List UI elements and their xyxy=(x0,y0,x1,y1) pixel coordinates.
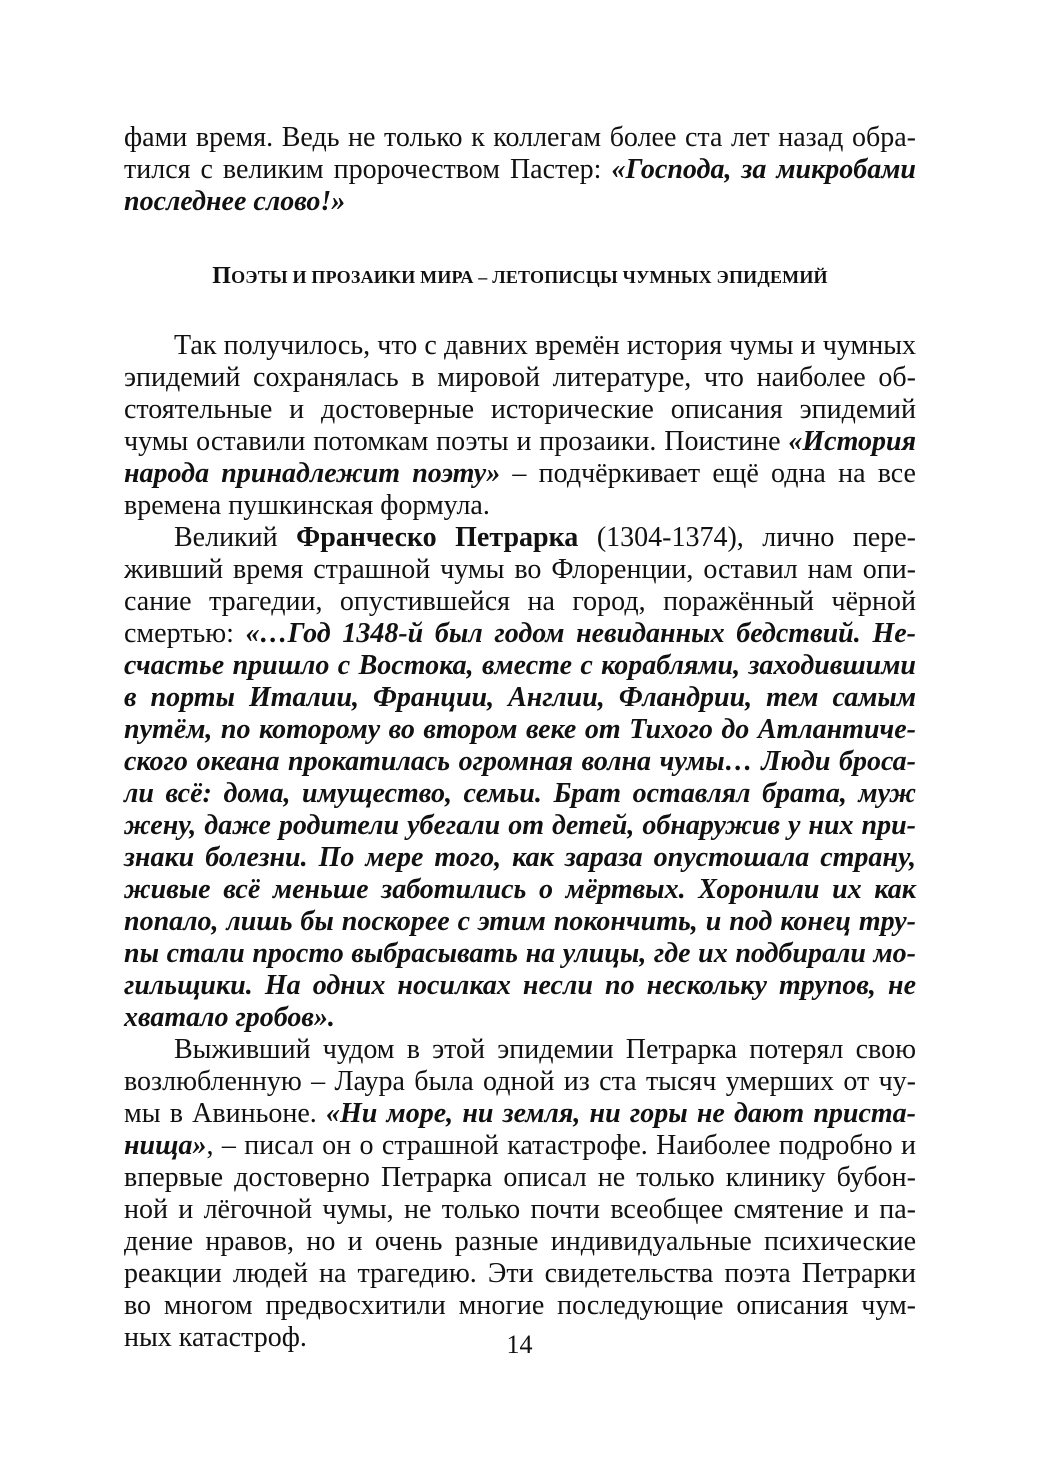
text-run: (1304-1374), лично пере- xyxy=(578,522,916,553)
text-run: тился с великим пророчеством Пастер: xyxy=(124,154,612,185)
section-heading xyxy=(124,260,916,292)
petrarch-quote: нища» xyxy=(124,1130,207,1161)
text-line xyxy=(124,154,916,186)
paragraph-3 xyxy=(124,1034,916,1354)
text-run: , – писал он о страшной катастрофе. Наиболее подробно и xyxy=(206,1130,916,1161)
text-line: времена пушкинская формула. xyxy=(124,490,490,521)
text-line: ной и лёгочной чумы, не только почти всеобщее смятение и па- xyxy=(124,1194,916,1225)
text-line: фами время. Ведь не только к коллегам более ста лет назад обра- xyxy=(124,122,916,153)
text-line xyxy=(124,522,916,554)
petrarch-quote-line: гильщики. На одних носилках несли по нескольку трупов, не xyxy=(124,970,916,1001)
text-line: впервые достоверно Петрарка описал не только клинику бубон- xyxy=(124,1162,916,1193)
petrarch-quote-line: в порты Италии, Франции, Англии, Фландрии, тем самым xyxy=(124,682,916,713)
intro-paragraph xyxy=(124,122,916,218)
heading-text: ОЭТЫ И ПРОЗАИКИ МИРА – ЛЕТОПИСЦЫ ЧУМНЫХ ЭПИДЕМИЙ xyxy=(231,267,828,287)
pasteur-quote-end: последнее слово!» xyxy=(124,186,346,217)
text-line: стоятельные и достоверные исторические описания эпидемий xyxy=(124,394,916,425)
petrarch-quote-line: ского океана прокатилась огромная волна чумы… Люди броса- xyxy=(124,746,916,777)
text-line: реакции людей на трагедию. Эти свидетельства поэта Петрарки xyxy=(124,1258,916,1289)
text-line: эпидемий сохранялась в мировой литературе, что наиболее об- xyxy=(124,362,916,393)
text-line xyxy=(124,1098,916,1130)
petrarch-quote-line: путём, по которому во втором веке от Тихого до Атлантиче- xyxy=(124,714,916,745)
text-run: смертью: xyxy=(124,618,246,649)
text-line: во многом предвосхитили многие последующие описания чум- xyxy=(124,1290,916,1321)
petrarch-quote-line: жену, даже родители убегали от детей, обнаружив у них при- xyxy=(124,810,916,841)
text-run: чумы оставили потомкам поэты и прозаики. Поистине xyxy=(124,426,789,457)
person-name: Франческо Петрарка xyxy=(296,522,579,553)
pasteur-quote: «Господа, за микробами xyxy=(611,154,916,185)
text-line: дение нравов, но и очень разные индивидуальные психические xyxy=(124,1226,916,1257)
text-line: Так получилось, что с давних времён история чумы и чумных xyxy=(174,330,916,361)
heading-initial: П xyxy=(212,263,232,289)
text-run: Великий xyxy=(174,522,297,553)
petrarch-quote-line: попало, лишь бы поскорее с этим покончить, и под конец тру- xyxy=(124,906,916,937)
text-run: – подчёркивает ещё одна на все xyxy=(500,458,916,489)
text-line: сание трагедии, опустившейся на город, поражённый чёрной xyxy=(124,586,916,617)
page-number: 14 xyxy=(506,1330,533,1359)
text-line xyxy=(124,618,916,650)
petrarch-quote-line: счастье пришло с Востока, вместе с кораблями, заходившими xyxy=(124,650,916,681)
petrarch-quote-line: знаки болезни. По мере того, как зараза опустошала страну, xyxy=(124,842,916,873)
paragraph-2 xyxy=(124,522,916,1034)
petrarch-quote: «…Год 1348-й был годом невиданных бедствий. Не- xyxy=(245,618,916,649)
page-body xyxy=(124,122,916,1354)
text-line: живший время страшной чумы во Флоренции, оставил нам опи- xyxy=(124,554,916,585)
text-run: мы в Авиньоне. xyxy=(124,1098,326,1129)
text-line: возлюбленную – Лаура была одной из ста тысяч умерших от чу- xyxy=(124,1066,916,1097)
petrarch-quote-line: хватало гробов». xyxy=(124,1002,335,1033)
paragraph-1 xyxy=(124,330,916,522)
petrarch-quote-line: ли всё: дома, имущество, семьи. Брат оставлял брата, муж xyxy=(124,778,916,809)
petrarch-quote-line: пы стали просто выбрасывать на улицы, где их подбирали мо- xyxy=(124,938,916,969)
text-line xyxy=(124,458,916,490)
text-line xyxy=(124,1130,916,1162)
text-line: Выживший чудом в этой эпидемии Петрарка потерял свою xyxy=(174,1034,916,1065)
text-line xyxy=(124,426,916,458)
petrarch-quote: «Ни море, ни земля, ни горы не дают приста- xyxy=(325,1098,917,1129)
text-line: ных катастроф. xyxy=(124,1322,307,1353)
pushkin-quote: народа принадлежит поэту» xyxy=(124,458,501,489)
petrarch-quote-line: живые всё меньше заботились о мёртвых. Хоронили их как xyxy=(124,874,916,905)
pushkin-quote: «История xyxy=(788,426,916,457)
